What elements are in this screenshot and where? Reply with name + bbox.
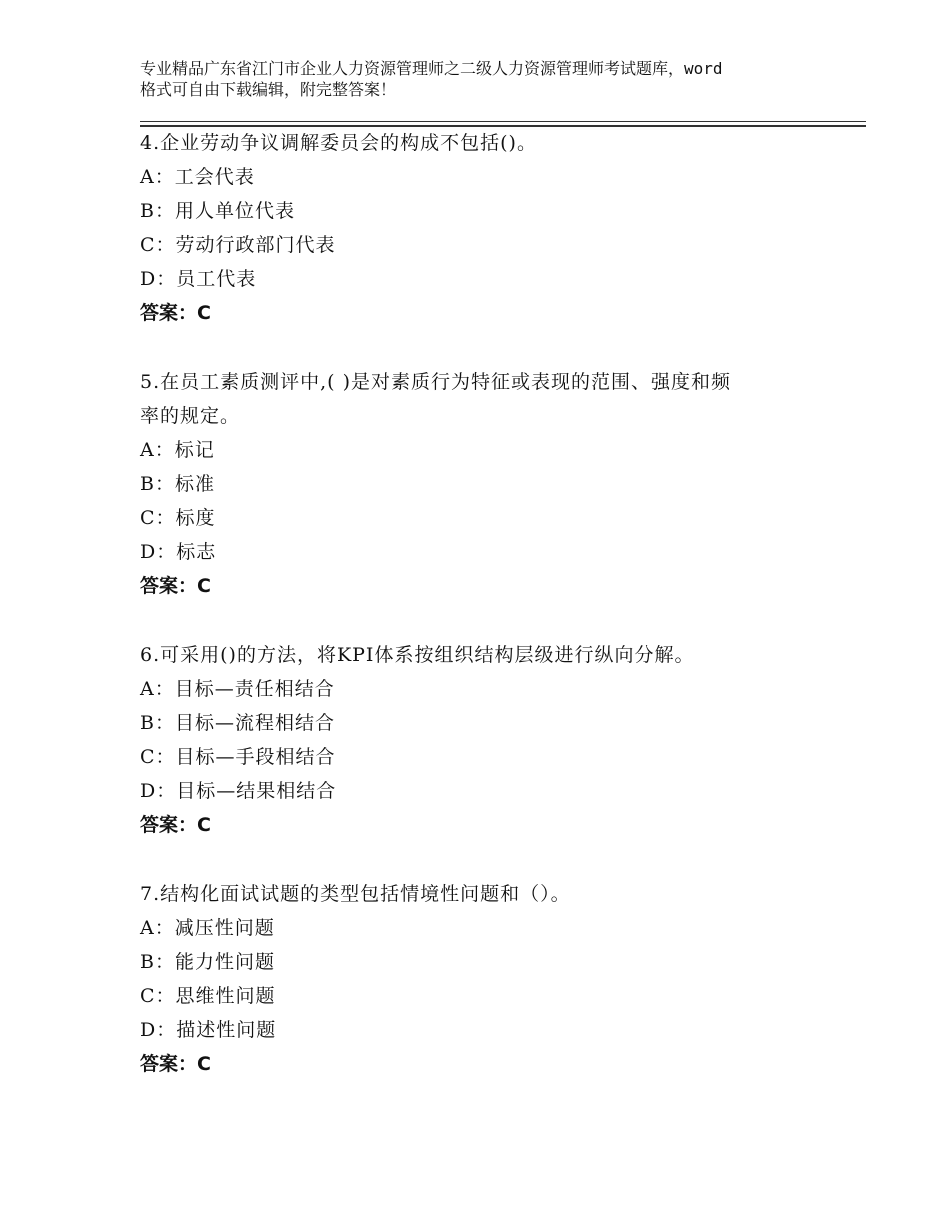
option-d: D：标志 xyxy=(140,541,217,563)
option-d: D：描述性问题 xyxy=(140,1019,277,1041)
answer: 答案：C xyxy=(140,1053,211,1075)
option-c: C：标度 xyxy=(140,507,216,529)
option-a: A：减压性问题 xyxy=(140,917,275,939)
header-line-2: 格式可自由下载编辑，附完整答案！ xyxy=(140,80,397,99)
answer: 答案：C xyxy=(140,814,211,836)
option-a: A：标记 xyxy=(140,439,215,461)
option-c: C：劳动行政部门代表 xyxy=(140,234,336,256)
question-block xyxy=(140,638,820,842)
option-c: C：思维性问题 xyxy=(140,985,276,1007)
option-b: B：能力性问题 xyxy=(140,951,275,973)
question-stem: 5.在员工素质测评中,( )是对素质行为特征或表现的范围、强度和频 xyxy=(140,371,732,393)
answer: 答案：C xyxy=(140,575,211,597)
question-block xyxy=(140,877,820,1081)
question-block xyxy=(140,365,820,603)
question-stem: 6.可采用()的方法，将KPI体系按组织结构层级进行纵向分解。 xyxy=(140,644,695,666)
option-a: A：工会代表 xyxy=(140,166,255,188)
header-line-1: 专业精品广东省江门市企业人力资源管理师之二级人力资源管理师考试题库，word xyxy=(140,59,723,78)
option-d: D：目标—结果相结合 xyxy=(140,780,337,802)
option-b: B：标准 xyxy=(140,473,215,495)
question-stem: 7.结构化面试试题的类型包括情境性问题和（）。 xyxy=(140,883,571,905)
document-header xyxy=(140,58,840,100)
option-b: B：目标—流程相结合 xyxy=(140,712,335,734)
option-d: D：员工代表 xyxy=(140,268,257,290)
option-b: B：用人单位代表 xyxy=(140,200,295,222)
question-block xyxy=(140,126,820,330)
option-c: C：目标—手段相结合 xyxy=(140,746,336,768)
header-divider-thin xyxy=(140,121,866,122)
question-stem: 4.企业劳动争议调解委员会的构成不包括()。 xyxy=(140,132,537,154)
option-a: A：目标—责任相结合 xyxy=(140,678,335,700)
answer: 答案：C xyxy=(140,302,211,324)
question-stem-continued: 率的规定。 xyxy=(140,405,241,427)
